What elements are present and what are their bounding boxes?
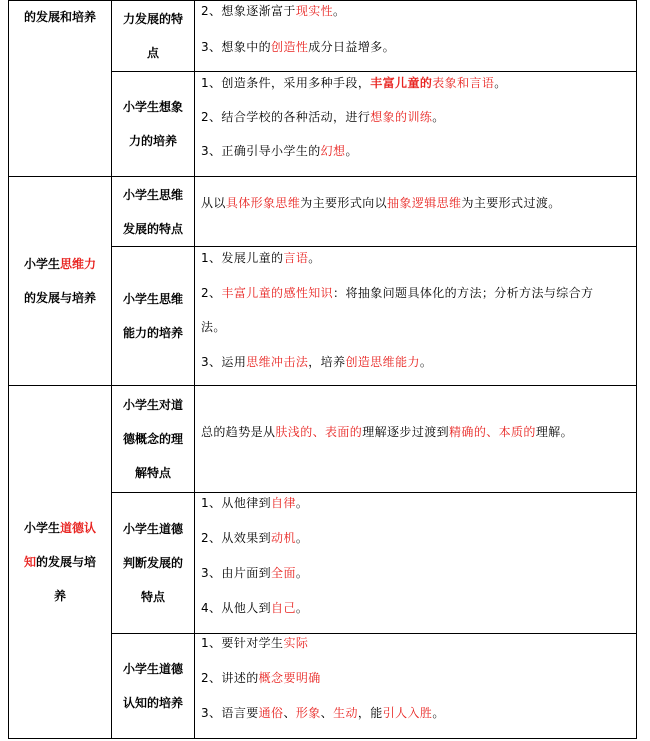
subtopic-line: 能力的培养 (122, 326, 183, 340)
content-line: 2、想象逐渐富于现实性。 (201, 4, 346, 18)
keyword: 抽象逻辑思维 (387, 196, 462, 210)
content-line: 2、丰富儿童的感性知识：将抽象问题具体化的方法；分析方法与综合方 (201, 286, 594, 300)
subtopic-line: 小学生思维 (122, 292, 183, 306)
keyword: 丰富儿童的感性知识 (221, 286, 334, 300)
keyword: 概念要明确 (258, 671, 321, 685)
section1-row2-subtopic (112, 72, 194, 176)
keyword: 创造性 (271, 40, 309, 54)
section2-row2-subtopic (112, 247, 194, 385)
topic-line: 知的发展与培 (23, 555, 97, 569)
content-line: 1、要针对学生实际 (201, 636, 309, 650)
keyword: 生动 (333, 706, 358, 720)
content-line: 法。 (201, 320, 226, 334)
keyword: 形象 (295, 706, 321, 720)
subtopic-line: 特点 (140, 590, 165, 604)
rule-col (636, 0, 637, 739)
keyword: 思维力 (60, 257, 97, 271)
topic-line: 的发展与培养 (23, 291, 96, 305)
keyword: 通俗 (258, 706, 284, 720)
section1-topic (9, 0, 111, 34)
content-line: 3、运用思维冲击法，培养创造思维能力。 (201, 355, 433, 369)
content-line: 2、从效果到动机。 (201, 531, 309, 545)
content-line: 3、语言要通俗、形象、生动，能引人入胜。 (201, 706, 445, 720)
section3-topic (9, 386, 111, 738)
content-line: 1、创造条件，采用多种手段，丰富儿童的表象和言语。 (201, 76, 507, 90)
keyword: 知 (23, 555, 36, 569)
content-line: 3、由片面到全面。 (201, 566, 309, 580)
keyword: 自律 (271, 496, 296, 510)
keyword: 现实性 (295, 4, 334, 18)
subtopic-line: 德概念的理 (122, 432, 183, 446)
section3-row2-subtopic (112, 493, 194, 633)
subtopic-line: 小学生想象 (122, 100, 183, 114)
rule-col (194, 0, 195, 739)
keyword: 实际 (283, 636, 309, 650)
content-line: 总的趋势是从肤浅的、表面的理解逐步过渡到精确的、本质的理解。 (201, 425, 574, 439)
keyword: 丰富儿童的 (370, 76, 433, 90)
content-line: 2、结合学校的各种活动，进行想象的训练。 (201, 110, 445, 124)
keyword: 幻想 (320, 144, 346, 158)
subtopic-line: 判断发展的 (122, 556, 183, 570)
content-line: 3、想象中的创造性成分日益增多。 (201, 40, 396, 54)
content-line: 从以具体形象思维为主要形式向以抽象逻辑思维为主要形式过渡。 (201, 196, 561, 210)
content-line: 1、从他律到自律。 (201, 496, 309, 510)
keyword: 肤浅的、表面的 (275, 425, 363, 439)
subtopic-line: 力的培养 (128, 134, 177, 148)
section3-row1-subtopic (112, 386, 194, 492)
content-line: 3、正确引导小学生的幻想。 (201, 144, 358, 158)
keyword: 表象和言语 (432, 76, 495, 90)
subtopic-line: 解特点 (134, 466, 171, 480)
keyword: 创造思维能力 (345, 355, 420, 369)
keyword: 引人入胜 (382, 706, 433, 720)
subtopic-line: 点 (146, 45, 159, 60)
keyword: 道德认 (60, 521, 97, 535)
section3-row3-subtopic (112, 634, 194, 738)
subtopic-line: 力发展的特 (122, 11, 183, 26)
topic-line: 小学生思维力 (23, 257, 97, 271)
keyword: 动机 (271, 531, 296, 545)
keyword: 全面 (271, 566, 296, 580)
topic-line: 小学生道德认 (23, 521, 97, 535)
topic-line: 养 (53, 589, 66, 603)
keyword: 自己 (271, 601, 296, 615)
content-line: 1、发展儿童的言语。 (201, 251, 321, 265)
subtopic-line: 发展的特点 (122, 221, 183, 236)
content-line: 4、从他人到自己。 (201, 601, 309, 615)
keyword: 言语 (283, 251, 309, 265)
subtopic-line: 认知的培养 (122, 696, 183, 710)
keyword: 精确的、本质的 (449, 425, 536, 439)
keyword: 想象的训练 (370, 110, 433, 124)
rule-bottom (8, 738, 636, 739)
subtopic-line: 小学生思维 (122, 187, 183, 202)
section1-topic-line1: 的发展和培养 (23, 10, 96, 24)
keyword: 具体形象思维 (225, 196, 301, 210)
subtopic-line: 小学生对道 (122, 398, 183, 412)
keyword: 思维冲击法 (246, 355, 309, 369)
section1-row1-subtopic (112, 0, 194, 71)
subtopic-line: 小学生道德 (122, 662, 183, 676)
section2-row1-subtopic (112, 177, 194, 246)
subtopic-line: 小学生道德 (122, 522, 183, 536)
content-line: 2、讲述的概念要明确 (201, 671, 321, 685)
section2-topic (9, 177, 111, 385)
